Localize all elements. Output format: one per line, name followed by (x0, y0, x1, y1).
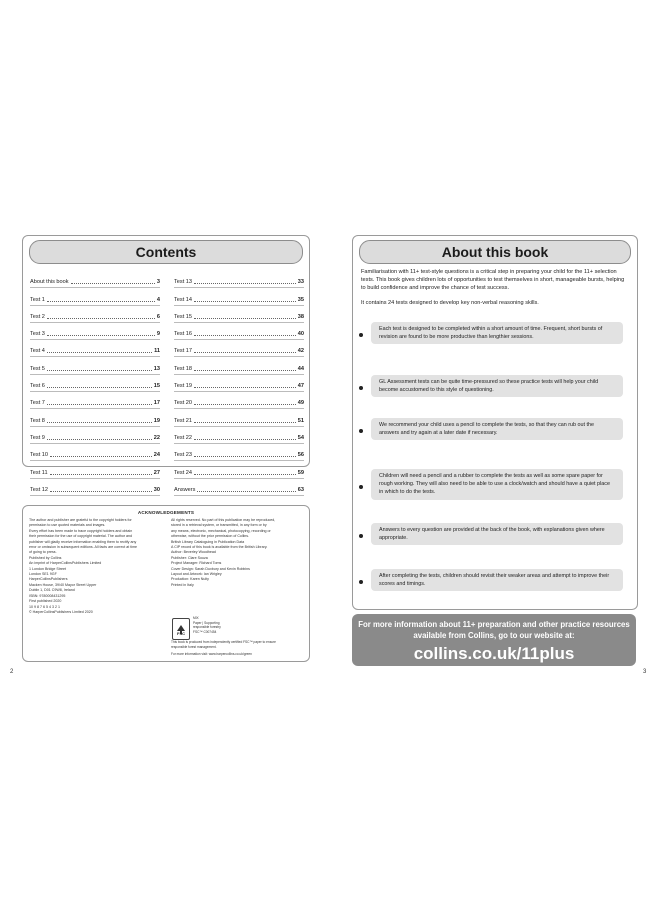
bullet-point: Children will need a pencil and a rubber to complete the tests as well as some spare paper for rough working. They will also need to be able to use a clock/watch and should have a quiet place in which to do the tests. (371, 469, 623, 500)
bullet-point: After completing the tests, children should revisit their weaker areas and attempt to improve their scores and timings. (371, 569, 623, 591)
toc-entry (174, 406, 304, 423)
toc-entry-label: Test 9 (30, 434, 45, 441)
toc-leader-dots (194, 370, 296, 371)
toc-entry (30, 406, 160, 423)
toc-entry (174, 303, 304, 320)
toc-entry (30, 441, 160, 458)
toc-leader-dots (194, 387, 296, 388)
toc-entry-label: Test 11 (30, 469, 48, 476)
toc-entry-label: Test 15 (174, 313, 193, 320)
toc-entry-page: 51 (297, 417, 304, 424)
toc-entry-page: 15 (153, 383, 160, 390)
toc-leader-dots (47, 318, 155, 319)
acknowledgement-line: Project Manager: Richard Toms (171, 561, 222, 566)
toc-entry-label: Test 6 (30, 383, 45, 390)
bullet-point: Each test is designed to be completed within a short amount of time. Frequent, short bursts of revision are found to be more productive than lengthier sessions. (371, 322, 623, 344)
toc-entry-label: Test 8 (30, 417, 45, 424)
acknowledgement-line: Published by Collins (29, 555, 62, 560)
toc-entry-page: 17 (153, 400, 160, 407)
toc-entry-page: 63 (297, 486, 304, 493)
toc-entry-page: 19 (153, 417, 160, 424)
toc-right-column (174, 268, 304, 493)
toc-entry-label: About this book (30, 279, 69, 286)
acknowledgement-line: An imprint of HarperCollinsPublishers Limited (29, 561, 102, 566)
toc-entry (30, 389, 160, 406)
toc-leader-dots (47, 387, 152, 388)
fsc-label (193, 616, 221, 634)
website-link[interactable]: collins.co.uk/11plus (413, 644, 575, 663)
toc-leader-dots (194, 474, 296, 475)
acknowledgement-line: First published 2020 (29, 599, 62, 604)
bullet-icon (359, 333, 363, 337)
toc-entry (30, 372, 160, 389)
toc-leader-dots (194, 422, 296, 423)
toc-leader-dots (194, 404, 296, 405)
collins-info-banner (352, 614, 636, 666)
fsc-logo (172, 618, 190, 640)
fsc-label-line: Paper | Supporting (193, 620, 220, 625)
toc-entry (174, 337, 304, 354)
bullet-icon (359, 429, 363, 433)
toc-entry (30, 320, 160, 337)
toc-leader-dots (50, 456, 152, 457)
toc-entry-page: 35 (297, 296, 304, 303)
bullet-point: We recommend your child uses a pencil to complete the tests, so that they can rub out the answers and try again at a later date if necessary. (371, 418, 623, 440)
toc-entry-page: 24 (153, 452, 160, 459)
bullet-point: GL Assessment tests can be quite time-pressured so these practice tests will help your child become accustomed to this style of questioning. (371, 375, 623, 397)
acknowledgement-line: © HarperCollinsPublishers Limited 2020 (29, 609, 93, 614)
acknowledgement-line: Printed in Italy (171, 582, 194, 587)
toc-entry (30, 424, 160, 441)
toc-left-column (30, 268, 160, 493)
contents-panel (22, 235, 310, 493)
toc-entry-label: Test 12 (30, 486, 49, 493)
toc-leader-dots (194, 352, 296, 353)
toc-entry-label: Test 7 (30, 400, 45, 407)
fsc-note (171, 640, 276, 649)
acknowledgements-left-column (29, 518, 137, 615)
toc-leader-dots (47, 439, 152, 440)
toc-entry-page: 49 (297, 400, 304, 407)
toc-entry (30, 476, 160, 493)
tree-icon (177, 621, 185, 630)
toc-entry-label: Test 24 (174, 469, 193, 476)
bullet-icon (359, 386, 363, 390)
toc-leader-dots (194, 335, 296, 336)
toc-entry (174, 285, 304, 302)
acknowledgement-line: ISBN: 9780008431295 (29, 593, 66, 598)
acknowledgements-panel (22, 505, 310, 662)
page-number-right: 3 (643, 669, 647, 675)
acknowledgement-line: publisher will gladly receive information enabling them to rectify any (29, 539, 137, 544)
acknowledgement-line: British Library Cataloguing in Publication Data (171, 539, 245, 544)
toc-entry-label: Test 2 (30, 313, 45, 320)
toc-leader-dots (47, 352, 152, 353)
banner-text: For more information about 11+ preparation and other practice resources available from Collins, go to our website at: (358, 620, 630, 640)
toc-entry-label: Test 10 (30, 452, 49, 459)
toc-leader-dots (50, 491, 152, 492)
bullet-point: Answers to every question are provided at the back of the book, with explanations given where appropriate. (371, 523, 623, 545)
acknowledgements-title: ACKNOWLEDGEMENTS (137, 510, 195, 515)
acknowledgement-line: Author: Beverley Woodhead (171, 550, 216, 555)
about-intro: Familiarisation with 11+ test-style questions is a critical step in preparing your child for the 11+ selection tests. This book gives children lots of opportunities to test themselves in short, manageable bursts, helping to build confidence and improve the chance of test success. (361, 269, 625, 291)
toc-entry-label: Test 20 (174, 400, 193, 407)
bullet-icon (359, 485, 363, 489)
green-info-line: For more information visit: www.harpercollins.co.uk/green (171, 652, 252, 656)
toc-entry (174, 458, 304, 475)
toc-entry (174, 389, 304, 406)
toc-entry-label: Answers (174, 486, 196, 493)
about-title: About this book (359, 240, 631, 264)
toc-divider (174, 495, 304, 496)
toc-entry-page: 40 (297, 331, 304, 338)
toc-entry-page: 22 (153, 434, 160, 441)
toc-entry (174, 441, 304, 458)
acknowledgement-line: The author and publisher are grateful to the copyright holders for (29, 518, 132, 522)
toc-leader-dots (194, 283, 296, 284)
acknowledgement-line: Publisher: Clare Souza (171, 555, 208, 560)
toc-entry-page: 47 (297, 383, 304, 390)
acknowledgement-line: All rights reserved. No part of this publication may be reproduced, (171, 518, 276, 522)
toc-entry-page: 56 (297, 452, 304, 459)
toc-entry-label: Test 3 (30, 331, 45, 338)
toc-leader-dots (47, 335, 155, 336)
bullet-icon (359, 580, 363, 584)
toc-entry-page: 13 (153, 365, 160, 372)
toc-entry (174, 320, 304, 337)
acknowledgement-line: A CIP record of this book is available from the British Library. (171, 545, 268, 550)
acknowledgement-line: 10 9 8 7 6 5 4 3 2 1 (29, 604, 60, 609)
toc-entry-page: 4 (156, 296, 160, 303)
toc-entry-page: 42 (297, 348, 304, 355)
toc-entry-label: Test 23 (174, 452, 193, 459)
toc-leader-dots (194, 318, 296, 319)
toc-entry-page: 27 (153, 469, 160, 476)
acknowledgement-line: of going to press. (29, 550, 57, 555)
fsc-note-line: This book is produced from independently certified FSC™ paper to ensure (171, 640, 276, 644)
acknowledgement-line: Cover Design: Sarah Duxbury and Kevin Robbins (171, 566, 250, 571)
toc-entry-label: Test 19 (174, 383, 193, 390)
bullet-icon (359, 534, 363, 538)
toc-entry (30, 458, 160, 475)
toc-entry-label: Test 16 (174, 331, 193, 338)
toc-entry-label: Test 22 (174, 434, 193, 441)
toc-entry (174, 372, 304, 389)
acknowledgement-line: error or omission in subsequent editions. All facts are correct at time (29, 545, 138, 550)
acknowledgement-line: otherwise, without the prior permission of Collins. (171, 534, 250, 539)
toc-entry-page: 9 (156, 331, 160, 338)
acknowledgement-line: 1 London Bridge Street (29, 566, 66, 571)
acknowledgement-line: any means, electronic, mechanical, photocopying, recording or (171, 528, 271, 533)
toc-leader-dots (71, 283, 155, 284)
acknowledgement-line: London SE1 9GF (29, 572, 57, 577)
toc-entry-label: Test 17 (174, 348, 193, 355)
toc-entry-page: 11 (154, 348, 160, 355)
toc-leader-dots (47, 404, 152, 405)
toc-entry-page: 6 (156, 313, 160, 320)
toc-entry (174, 268, 304, 285)
acknowledgement-line: Production: Karen Nulty (171, 577, 209, 582)
fsc-label-line: responsible forestry (193, 625, 221, 630)
toc-entry-page: 33 (297, 279, 304, 286)
toc-entry-page: 3 (156, 279, 160, 286)
acknowledgement-line: Every effort has been made to trace copyright holders and obtain (29, 528, 133, 533)
toc-entry (174, 424, 304, 441)
toc-entry (30, 268, 160, 285)
toc-entry (30, 303, 160, 320)
about-panel (352, 235, 638, 610)
about-intro-2: It contains 24 tests designed to develop key non-verbal reasoning skills. (361, 300, 539, 306)
toc-entry-label: Test 21 (174, 417, 193, 424)
toc-leader-dots (194, 301, 296, 302)
toc-entry-page: 59 (297, 469, 304, 476)
toc-leader-dots (50, 474, 152, 475)
acknowledgement-line: Dublin 1, D01 C9W8, Ireland (29, 588, 75, 593)
toc-entry (30, 285, 160, 302)
fsc-label-line: FSC™ C007454 (193, 629, 217, 634)
toc-entry (174, 476, 304, 493)
acknowledgements-right-column (171, 518, 275, 588)
toc-entry-page: 44 (297, 365, 304, 372)
toc-entry-page: 38 (297, 313, 304, 320)
toc-leader-dots (194, 439, 296, 440)
acknowledgement-line: permission to use quoted materials and images. (29, 523, 106, 528)
toc-divider (30, 495, 160, 496)
toc-leader-dots (194, 456, 296, 457)
acknowledgement-line: Macken House, 39/40 Mayor Street Upper (29, 582, 97, 587)
toc-entry (30, 354, 160, 371)
toc-entry-label: Test 5 (30, 365, 45, 372)
fsc-logo-text: FSC (177, 631, 185, 636)
toc-leader-dots (47, 422, 152, 423)
toc-entry-label: Test 13 (174, 279, 193, 286)
toc-leader-dots (47, 301, 155, 302)
acknowledgement-line: their permission for the use of copyright material. The author and (29, 534, 133, 539)
acknowledgement-line: stored in a retrieval system, or transmitted, in any form or by (171, 523, 267, 528)
toc-leader-dots (197, 491, 295, 492)
toc-entry-page: 30 (153, 486, 160, 493)
toc-entry-page: 54 (297, 434, 304, 441)
toc-entry (174, 354, 304, 371)
toc-entry-label: Test 14 (174, 296, 193, 303)
toc-entry-label: Test 18 (174, 365, 193, 372)
toc-entry (30, 337, 160, 354)
page-number-left: 2 (10, 669, 14, 675)
toc-entry-label: Test 4 (30, 348, 45, 355)
acknowledgement-line: HarperCollinsPublishers (29, 577, 68, 582)
toc-leader-dots (47, 370, 152, 371)
contents-title: Contents (29, 240, 303, 264)
fsc-label-line: MIX (193, 616, 199, 620)
fsc-note-line: responsible forest management. (171, 644, 217, 649)
acknowledgement-line: Layout and Artwork: Ian Wrigley (171, 572, 222, 577)
toc-entry-label: Test 1 (30, 296, 45, 303)
